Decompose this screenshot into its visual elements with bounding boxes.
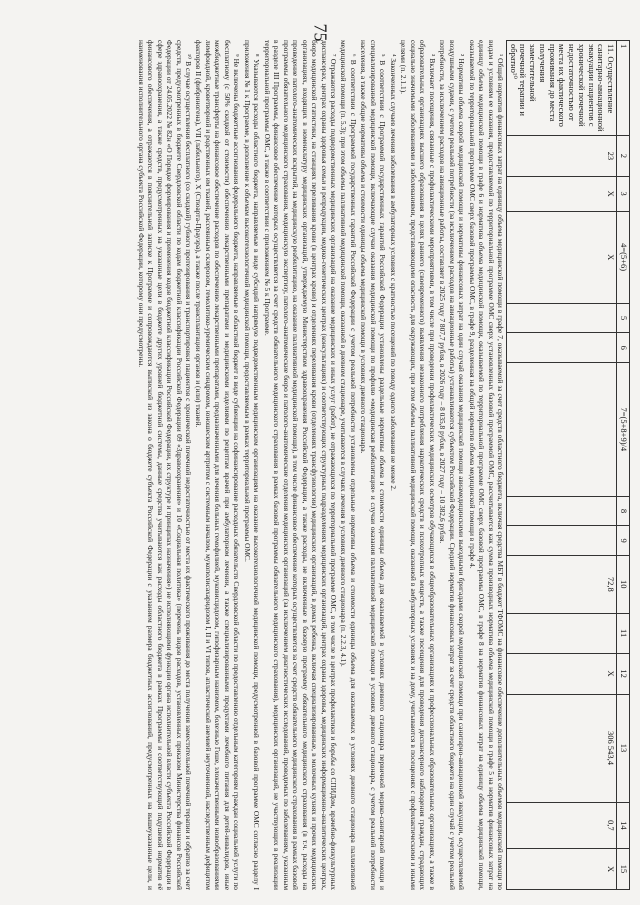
table-header-row [617, 41, 630, 890]
table-cell: X [506, 211, 616, 303]
footnote-6: ⁶ В соответствии с Программой государственных гарантий Российской Федерации с учетом реальной потребности установлены отдельные нормативы объема и стоимости единицы объема для оказываемых в условиях дневного стационара паллиативной медицинской помощи (п. 5.3); при этом объемы паллиативной медицинской помощи, оказанной в дневном стационаре, учитываются в случаях лечения в условиях дневного стационара (п. 2.2.3, 4.1). [339, 40, 358, 890]
norms-table [506, 40, 630, 890]
table-cell [506, 496, 616, 526]
header-cell: 10 [617, 555, 630, 613]
table-row [506, 41, 616, 890]
footnote-7: ⁷ Отражаются расходы подведомственных медицинских организаций на оказание медицинских и иных услуг (работ), не отражающихся по территориальной программе ОМС, в том числе в центрах профилактики и борьбы со СПИДом, врачебно-физкультурных диспансерах, центрах охраны здоровья семьи и репродукции, медико-генетических центрах (консультациях) и соответствующих структурных подразделениях медицинских организаций, центрах охраны здоровья, медицинских информационно-аналитических центрах, бюро медицинской статистики, на станциях переливания крови (в центрах крови) и отделениях переливания крови (отделениях трансфузиологии) медицинских организаций, в домах ребенка, включая специализированные, в молочных кухнях и прочих медицинских организациях, входящих в номенклатуру медицинских организаций, утверждаемую Министерством здравоохранения Российской Федерации, а также расходы, не включенные в базовую программу обязательного медицинского страхования (в т.ч. расходы на проведение патолого-анатомических вскрытий, на медицинскую реабилитацию, на оказание паллиативной медицинской помощи), в том числе финансовое обеспечение которых осуществляется за счет средств обязательного медицинского страхования в рамках базовой программы обязательного медицинского страхования, медицинскую экспертизу, патолого-анатомические бюро и патолого-анатомические отделения медицинских организаций (за исключением диагностических исследований, проводимых по заболеваниям, указанным в разделе III Программы, финансовое обеспечение которых осуществляется за счет средств обязательного медицинского страхования в рамках базовой программы обязательного медицинского страхования), медицинских организаций, не участвующих в реализации территориальной программы ОМС, а также в соответствии с приложением № 5 к Программе. [262, 40, 339, 890]
rotated-page-content [136, 40, 630, 890]
header-cell: 8 [617, 496, 630, 526]
header-cell: 7=(5+8+9)/4 [617, 363, 630, 497]
footnote-1: ¹ Общий норматив финансовых затрат на единицу объема медицинской помощи в графе 7, оказываемой за счет средств областного бюджета, включая средства МБТ в бюджет ТФОМС на финансовое обеспечение дополнительных объемов медицинской помощи по видам и условиям ее оказания, предоставляемой по территориальной программе ОМС сверх установленных базовой программой ОМС, рассчитывается как сумма производных норматива объема медицинской помощи в графе 5 на норматив финансовых затрат на единицу объема медицинской помощи в графе 6 и норматива объема медицинской помощи, оказываемой по территориальной программе ОМС сверх базовой программы ОМС, в графе 8 на норматив финансовых затрат на единицу объема медицинской помощи, оказываемой по территориальной программе ОМС сверх базовой программы ОМС, в графе 9, разделенная на общий норматив объема медицинской помощи в графе 4. [467, 40, 505, 890]
footnote-2: ² Нормативы объема скорой медицинской помощи и нормативы финансовых затрат на один случай оказания медицинской помощи авиамедицинскими выездными бригадами скорой медицинской помощи при санитарно-авиационной эвакуации, осуществляемой воздушными судами, с учетом реальной потребности (за исключением расходов на авиационные работы) устанавливаются субъектом Российской Федерации. Средний норматив финансовых затрат за счет средств областного бюджета на один случай с учетом реальной потребности, за исключением расходов на авиационные работы, составляет в 2025 году 7 807,7 рубля, в 2026 году – 8 035,8 рубля, в 2027 году – 10 382,6 рубля. [438, 40, 467, 890]
footnote-5: ⁵ В соответствии с Программой государственных гарантий Российской Федерации установлены раздельные нормативы объема и стоимости единицы объема для оказываемой в условиях дневного стационара первичной медико-санитарной помощи и специализированной медицинской помощи, включающие случаи оказания медицинской помощи по профилю «медицинская реабилитация» и случаи оказания паллиативной медицинской помощи в условиях дневного стационара, с учетом реальной потребности населения, а также общие нормативы объема и стоимости единицы объема медицинской помощи в условиях дневного стационара. [359, 40, 388, 890]
header-cell: 6 [617, 333, 630, 363]
header-cell: 11 [617, 613, 630, 653]
footnote-10: ¹⁰ В случае осуществления бесплатного (со скидкой) губного протезирования и транспортировки пациентов с хронической почечной недостаточностью от места их фактического проживания до места получения заместительной почечной терапии и обратно за счет средств, предусмотренных в бюджете Свердловской области по кодам бюджетной классификации Российской Федерации 09 «Здравоохранение» и 10 «Социальная политика» (перечень видов расходов, установленных приказом Министерства финансов Российской Федерации от 24.05.2022 № 82н «О Порядке формирования и применения кодов бюджетной классификации Российской Федерации, их структуре и принципах назначения») не исполняющими функции органа исполнительной власти субъекта Российской Федерации в сфере здравоохранения, а также средств, предусмотренных на указанные цели в бюджете других уровней бюджетной системы, данные средства учитываются как расходы областного бюджета в рамках Программы и соответствующий подушевой норматив её финансового обеспечения, а отражаются в пояснительной записке к Программе и сопровождаются выпиской из закона о бюджете субъекта Российской Федерации с указанием размера бюджетных ассигнований, предусмотренных на вышеуказанные цели, и наименования исполнительного органа субъекта Российской Федерации, которому они предусмотрены. [136, 40, 193, 890]
table-cell: 0,7 [506, 802, 616, 848]
table-cell [506, 613, 616, 653]
footnote-4: ⁴ Законченных случаев лечения заболевания в амбулаторных условиях с кратностью посещений по поводу одного заболевания не менее 2. [388, 54, 398, 491]
table-cell: 72,8 [506, 555, 616, 613]
header-cell: 5 [617, 303, 630, 333]
header-cell: 15 [617, 849, 630, 890]
header-cell: 14 [617, 802, 630, 848]
table-cell: 23 [506, 136, 616, 177]
footnote-3: ³ Включает посещения, связанные с профилактическими мероприятиями, в том числе при проведении профилактических медицинских осмотров обучающихся в общеобразовательных организациях и профессиональных образовательных организациях, а также в образовательных организациях высшего образования в целях раннего (своевременного) выявления незаконного потребления наркотических средств и психотропных веществ, а также посещения для проведения диспансерного наблюдения граждан, страдающих социально значимыми заболеваниями и заболеваниями, представляющими опасность для окружающих, при этом объемы паллиативной медицинской помощи, оказанной в амбулаторных условиях и на дому, учитываются в посещениях с профилактическими и иными целями (п. 2.1.1). [399, 40, 437, 890]
table-cell [506, 333, 616, 363]
table-cell [506, 526, 616, 556]
header-cell: 2 [617, 136, 630, 177]
table-cell: X [506, 176, 616, 211]
footnotes [135, 40, 505, 890]
table-cell: X [506, 849, 616, 890]
header-cell: 1 [617, 41, 630, 136]
table-cell: 306 543,4 [506, 694, 616, 802]
footnote-8: ⁸ Указываются расходы областного бюджета, направляемые в виде субсидий напрямую подведомственным медицинским организациям на оказание высокотехнологичной медицинской помощи, предусмотренной в базовой программе ОМС согласно разделу I приложения № 1 к Программе, в дополнение к объемам высокотехнологичной медицинской помощи, предоставляемым в рамках территориальной программы ОМС. [242, 40, 262, 890]
table-cell [506, 303, 616, 333]
footnote-9: ⁹ Не включены бюджетные ассигнования федерального бюджета, направляемые в областной бюджет в виде субвенции на софинансирование расходных обязательств Свердловской области по предоставлению отдельным категориям граждан социальной услуги по бесплатному (с 50% скидкой от стоимости) обеспечению лекарственными препаратами и медицинскими изделиями по рецептам врачей при амбулаторном лечении, а также специализированными продуктами лечебного питания для детей-инвалидов, иные межбюджетные трансферты на финансовое обеспечение расходов по обеспечению лекарственными препаратами, предназначенными для лечения больных гемофилией, муковисцидозом, гипофизарным нанизмом, болезнью Гоше, злокачественными новообразованиями лимфоидной, кроветворной и родственных им тканей, рассеянным склерозом, гемолитико-уремическим синдромом, юношеским артритом с системным началом, мукополисахаридозом I, II и VI типов, апластической анемией неуточненной, наследственным дефицитом факторов II (фибриногена), VII (лабильного), X (Стюарта-Прауэра), а также после трансплантации органов и (или) тканей. [194, 40, 242, 890]
header-cell: 13 [617, 694, 630, 802]
table-cell [506, 363, 616, 497]
header-cell: 9 [617, 526, 630, 556]
row-name: 11. Осуществление санитарно-авиационной эвакуации пациентов с хронической почечной недостаточностью от места их фактического проживания до места получения заместительной почечной терапии и обратно¹⁰ [506, 41, 616, 136]
header-cell: 3 [617, 176, 630, 211]
page-number: 75 [310, 23, 331, 42]
header-cell: 12 [617, 653, 630, 694]
table-cell: X [506, 653, 616, 694]
header-cell: 4=(5+6) [617, 211, 630, 303]
